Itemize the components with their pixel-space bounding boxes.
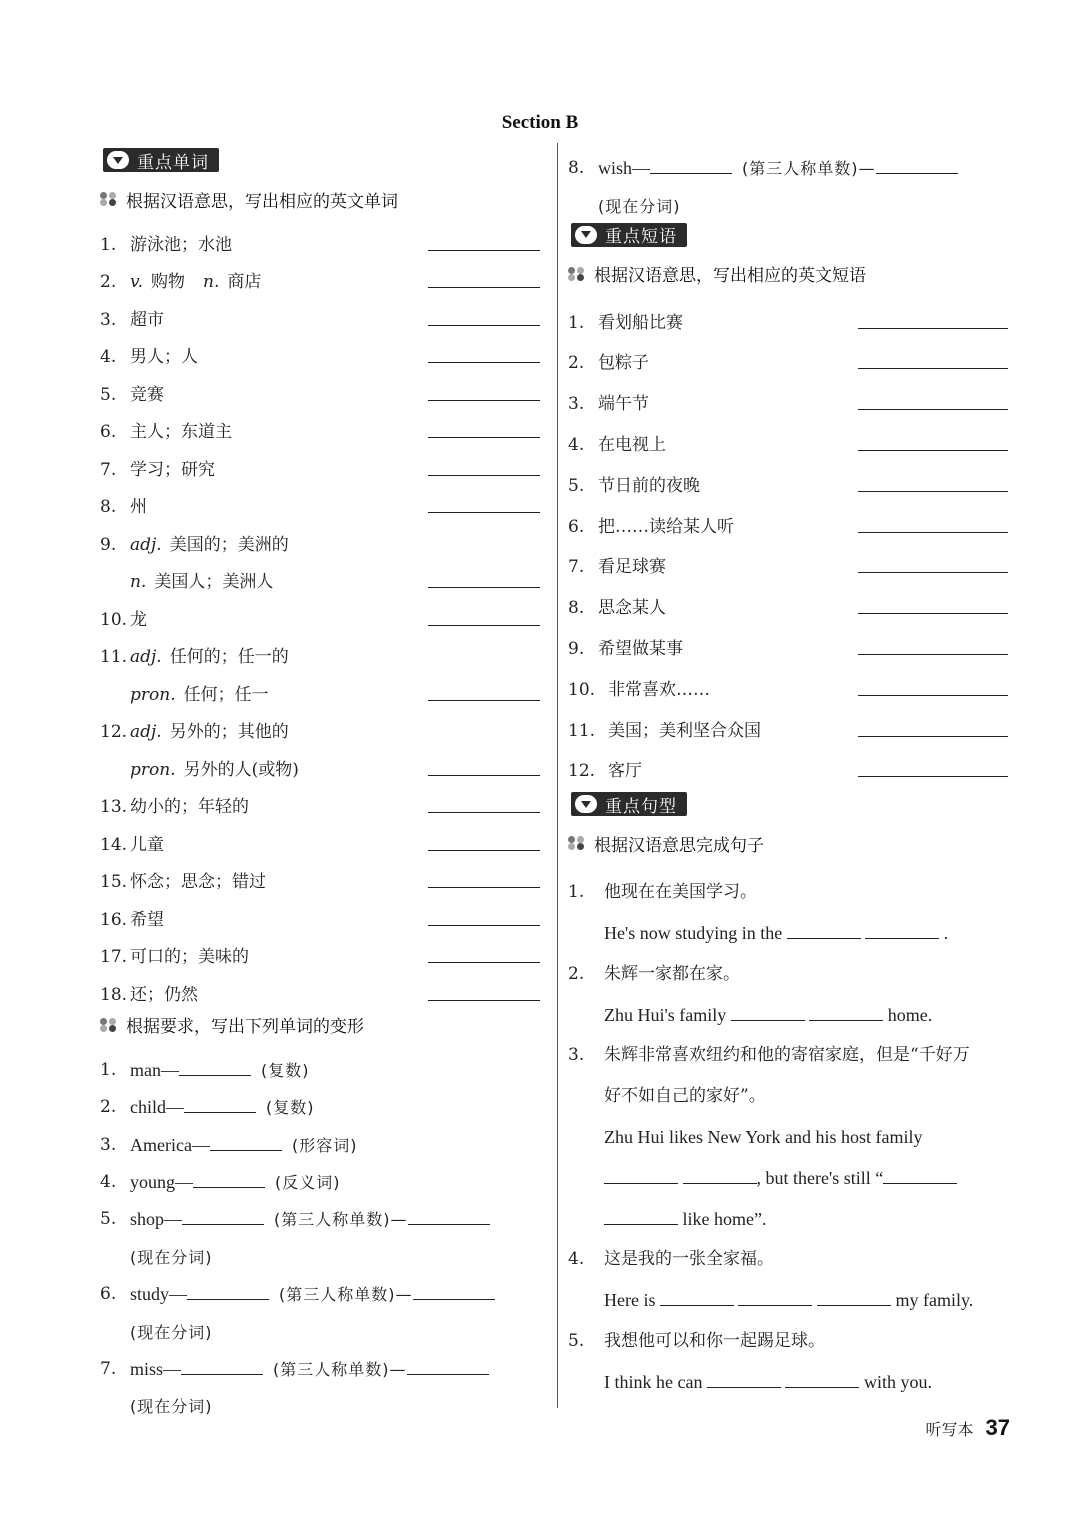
answer-line[interactable] — [858, 449, 1008, 451]
phrase-item — [568, 536, 1008, 577]
sentence-line — [568, 1146, 1008, 1187]
answer-line[interactable] — [428, 624, 540, 626]
form-note: (现在分词) — [130, 1247, 213, 1267]
meaning-text: 另外的人(或物) — [183, 759, 299, 780]
item-number: 4. — [100, 1172, 117, 1193]
form-note: (第三人称单数)— — [274, 1210, 408, 1230]
meaning-text: 学习；研究 — [130, 459, 215, 480]
form-note: (复数) — [266, 1098, 315, 1118]
answer-line[interactable] — [428, 399, 540, 401]
meaning-text: 另外的；其他的 — [169, 722, 289, 742]
answer-line[interactable] — [428, 774, 540, 776]
vocab-meaning — [130, 574, 428, 591]
answer-blank[interactable] — [883, 1167, 957, 1184]
item-number: 10. — [100, 609, 128, 630]
sentence-english — [604, 1167, 1008, 1187]
answer-line[interactable] — [858, 408, 1008, 410]
phrase-meaning: 非常喜欢…… — [608, 679, 710, 700]
vocab-meaning — [130, 234, 428, 255]
item-number: 7. — [568, 557, 585, 578]
word-form-item — [100, 1191, 540, 1228]
word-form-prompt — [130, 1059, 540, 1079]
phrase-item — [568, 658, 1008, 699]
meaning-text: 希望 — [130, 909, 164, 930]
sentence-english — [604, 1004, 1008, 1024]
answer-line[interactable] — [428, 474, 540, 476]
answer-line[interactable] — [428, 249, 540, 251]
answer-line[interactable] — [428, 999, 540, 1001]
vocab-meaning — [130, 799, 428, 816]
dots-icon — [100, 1018, 118, 1032]
item-number: 12. — [568, 761, 596, 782]
item-number: 1. — [568, 882, 585, 903]
sentences-instruction: 根据汉语意思完成句子 — [568, 826, 1008, 860]
item-number: 18. — [100, 984, 128, 1005]
item-number: 5. — [100, 384, 117, 405]
vocab-meaning — [130, 274, 428, 291]
answer-blank[interactable] — [179, 1059, 251, 1076]
answer-line[interactable] — [858, 653, 1008, 655]
vocab-meaning — [130, 459, 428, 480]
vocab-meaning — [130, 684, 428, 705]
meaning-text: 超市 — [130, 309, 164, 330]
word-form-item-continued — [100, 1378, 540, 1415]
sentence-chinese: 他现在在美国学习。 — [604, 882, 757, 903]
meaning-text: 幼小的；年轻的 — [130, 797, 249, 817]
meaning-text: 可口的；美味的 — [130, 947, 249, 967]
form-note: (反义词) — [275, 1173, 341, 1193]
item-number: 2. — [568, 353, 585, 374]
vocab-instruction: 根据汉语意思，写出相应的英文单词 — [100, 182, 540, 216]
word-form-prompt — [130, 1208, 540, 1228]
vocab-item-continued — [100, 554, 540, 592]
vocab-item — [100, 479, 540, 517]
english-text: with you. — [863, 1371, 932, 1392]
phrase-meaning: 希望做某事 — [598, 638, 683, 659]
meaning-text: 购物 — [151, 272, 185, 292]
answer-line[interactable] — [858, 327, 1008, 329]
item-number: 6. — [100, 1284, 117, 1305]
vocab-item — [100, 966, 540, 1004]
vocab-meaning — [130, 649, 540, 666]
item-number: 4. — [568, 1249, 585, 1270]
vocab-item — [100, 404, 540, 442]
vocab-item — [100, 516, 540, 554]
item-number: 11. — [100, 647, 128, 667]
part-of-speech: pron. — [130, 759, 176, 780]
item-number: 10. — [568, 679, 596, 700]
vocab-meaning — [130, 349, 428, 366]
sentence-chinese: 朱辉一家都在家。 — [604, 963, 740, 984]
english-text: Zhu Hui's family — [604, 1004, 727, 1025]
dots-icon — [100, 192, 118, 206]
answer-line[interactable] — [858, 367, 1008, 369]
sentence-line — [568, 1268, 1008, 1309]
part-of-speech: pron. — [130, 684, 176, 705]
item-number: 8. — [568, 158, 585, 179]
answer-blank[interactable] — [413, 1283, 495, 1300]
vocab-meaning — [130, 834, 428, 855]
word-form-item-continued — [100, 1228, 540, 1265]
triangle-down-icon — [575, 795, 597, 813]
answer-blank[interactable] — [731, 1004, 805, 1021]
phrase-item — [568, 291, 1008, 332]
answer-line[interactable] — [428, 511, 540, 513]
part-of-speech: n. — [203, 272, 220, 292]
vocab-item — [100, 591, 540, 629]
word-form-item — [568, 140, 1008, 177]
word-form-prompt — [130, 1358, 540, 1378]
phrase-meaning: 端午节 — [598, 394, 649, 415]
meaning-text: 竞赛 — [130, 384, 164, 405]
word-form-item — [100, 1266, 540, 1303]
meaning-text: 美国人；美洲人 — [154, 572, 274, 592]
meaning-text: 龙 — [130, 609, 147, 630]
item-number: 2. — [100, 272, 117, 292]
word-form-item — [100, 1042, 540, 1079]
answer-blank[interactable] — [785, 1371, 859, 1388]
base-word: child— — [130, 1097, 184, 1118]
vocab-item — [100, 329, 540, 367]
answer-blank[interactable] — [787, 922, 861, 939]
phrase-meaning: 看足球赛 — [598, 557, 666, 578]
answer-line[interactable] — [858, 735, 1008, 737]
sentence-english — [604, 1289, 1008, 1309]
word-form-item — [100, 1154, 540, 1191]
part-of-speech: adj. — [130, 722, 162, 742]
meaning-text: 儿童 — [130, 834, 164, 855]
sentence-line — [568, 983, 1008, 1024]
phrase-item — [568, 495, 1008, 536]
answer-line[interactable] — [428, 586, 540, 588]
item-number: 9. — [568, 638, 585, 659]
vocab-item — [100, 816, 540, 854]
phrases-tag: 重点短语 — [571, 223, 687, 247]
answer-blank[interactable] — [187, 1283, 269, 1300]
vocab-meaning — [130, 499, 428, 516]
forms-list — [100, 1042, 540, 1416]
word-form-item — [100, 1116, 540, 1153]
answer-line[interactable] — [858, 490, 1008, 492]
item-number: 1. — [568, 312, 585, 333]
item-number: 5. — [100, 1209, 117, 1230]
answer-line[interactable] — [428, 699, 540, 701]
vocab-meaning — [130, 949, 428, 966]
dots-icon — [568, 267, 586, 281]
answer-blank[interactable] — [660, 1289, 734, 1306]
triangle-down-icon — [575, 226, 597, 244]
answer-line[interactable] — [858, 571, 1008, 573]
part-of-speech: adj. — [130, 534, 162, 555]
meaning-text: 怀念；思念；错过 — [130, 872, 266, 892]
forms-list-continued — [568, 140, 1008, 215]
english-text: He's now studying in the — [604, 922, 783, 943]
item-number: 17. — [100, 947, 128, 967]
word-form-item-continued — [100, 1303, 540, 1340]
answer-line[interactable] — [428, 924, 540, 926]
base-word: America— — [130, 1134, 210, 1155]
sentence-line — [568, 1309, 1008, 1350]
phrase-meaning: 客厅 — [608, 761, 642, 782]
dots-icon — [568, 836, 586, 850]
item-number: 1. — [100, 234, 117, 255]
phrase-meaning: 节日前的夜晚 — [598, 475, 700, 496]
answer-line[interactable] — [858, 694, 1008, 696]
answer-line[interactable] — [428, 286, 540, 288]
sentence-english — [604, 1208, 1008, 1228]
phrase-item — [568, 413, 1008, 454]
item-number: 3. — [100, 309, 117, 330]
english-text: Zhu Hui likes New York and his host family — [604, 1126, 923, 1147]
english-text: like home”. — [682, 1208, 767, 1229]
phrase-item — [568, 576, 1008, 617]
item-number: 3. — [568, 394, 585, 415]
answer-blank[interactable] — [604, 1208, 678, 1225]
item-number: 15. — [100, 872, 128, 892]
answer-line[interactable] — [428, 849, 540, 851]
phrase-item — [568, 617, 1008, 658]
answer-line[interactable] — [858, 531, 1008, 533]
vocab-list — [100, 216, 540, 1004]
answer-blank[interactable] — [650, 157, 732, 174]
word-form-item-continued — [568, 177, 1008, 214]
sentence-english — [604, 922, 1008, 942]
item-number: 6. — [100, 422, 117, 442]
form-note: (形容词) — [291, 1135, 358, 1155]
answer-blank[interactable] — [184, 1096, 256, 1113]
sentences-tag: 重点句型 — [571, 792, 687, 816]
vocab-meaning — [130, 309, 428, 330]
form-note: (第三人称单数)— — [279, 1285, 413, 1305]
form-note: (第三人称单数)— — [273, 1360, 407, 1380]
word-form-prompt — [130, 1283, 540, 1303]
item-number: 5. — [568, 1330, 585, 1351]
form-note: (现在分词) — [598, 196, 681, 216]
form-note: (现在分词) — [130, 1322, 213, 1342]
vocab-item — [100, 254, 540, 292]
word-form-prompt — [130, 1096, 540, 1116]
vocab-item-continued — [100, 741, 540, 779]
item-number: 2. — [100, 1097, 117, 1118]
triangle-down-icon — [107, 151, 129, 169]
answer-line[interactable] — [428, 436, 540, 438]
meaning-text: 主人；东道主 — [130, 422, 232, 442]
item-number: 8. — [568, 598, 585, 619]
answer-line[interactable] — [428, 324, 540, 326]
vocab-meaning — [130, 984, 428, 1005]
item-number: 3. — [100, 1134, 117, 1155]
item-number: 1. — [100, 1059, 117, 1080]
meaning-text: 美国的；美洲的 — [169, 534, 289, 555]
sentence-list — [568, 860, 1008, 1390]
vocab-item-continued — [100, 666, 540, 704]
answer-line[interactable] — [428, 886, 540, 888]
item-number: 3. — [568, 1045, 585, 1066]
item-number: 8. — [100, 497, 117, 517]
vocab-item — [100, 629, 540, 667]
sentence-line — [568, 1064, 1008, 1105]
sentence-chinese: 好不如自己的家好”。 — [604, 1086, 766, 1107]
sentence-chinese: 我想他可以和你一起踢足球。 — [604, 1330, 825, 1351]
phrase-item — [568, 332, 1008, 373]
vocab-meaning — [130, 909, 428, 930]
item-number: 11. — [568, 720, 596, 741]
part-of-speech: n. — [130, 572, 147, 592]
base-word: young— — [130, 1172, 193, 1193]
sentence-line — [568, 901, 1008, 942]
english-text: , but there's still “ — [756, 1167, 884, 1188]
english-text: I think he can — [604, 1371, 703, 1392]
base-word: miss— — [130, 1359, 182, 1380]
english-text: Here is — [604, 1290, 656, 1311]
forms-instruction: 根据要求，写出下列单词的变形 — [100, 1008, 540, 1042]
english-text: my family. — [895, 1290, 974, 1311]
vocab-item — [100, 704, 540, 742]
meaning-text: 商店 — [227, 272, 262, 292]
vocab-meaning — [130, 424, 428, 441]
word-form-prompt — [598, 157, 1008, 177]
sentence-line — [568, 860, 1008, 901]
word-form-prompt — [130, 1134, 540, 1154]
base-word: shop— — [130, 1209, 183, 1230]
meaning-text: 州 — [130, 497, 147, 517]
phrases-instruction: 根据汉语意思，写出相应的英文短语 — [568, 257, 1008, 291]
answer-blank[interactable] — [817, 1289, 891, 1306]
item-number: 12. — [100, 722, 128, 742]
phrase-meaning: 看划船比赛 — [598, 312, 683, 333]
answer-blank[interactable] — [683, 1167, 757, 1184]
right-column — [568, 140, 1008, 1391]
base-word: man— — [130, 1059, 179, 1080]
item-number: 7. — [100, 459, 117, 480]
sentence-line — [568, 1350, 1008, 1391]
vocab-item — [100, 441, 540, 479]
answer-blank[interactable] — [707, 1371, 781, 1388]
vocab-item — [100, 891, 540, 929]
english-text: home. — [887, 1004, 933, 1025]
answer-blank[interactable] — [408, 1208, 490, 1225]
sentence-line — [568, 1024, 1008, 1065]
answer-blank[interactable] — [876, 157, 958, 174]
vocab-item — [100, 366, 540, 404]
item-number: 16. — [100, 909, 128, 930]
answer-blank[interactable] — [604, 1167, 678, 1184]
page-number: 37 — [985, 1415, 1010, 1440]
meaning-text: 男人；人 — [130, 347, 198, 367]
answer-line[interactable] — [858, 612, 1008, 614]
form-note: (第三人称单数)— — [742, 159, 876, 179]
phrase-meaning: 把……读给某人听 — [598, 516, 734, 537]
phrase-item — [568, 372, 1008, 413]
vocab-tag: 重点单词 — [103, 148, 219, 172]
answer-blank[interactable] — [865, 922, 939, 939]
phrase-list — [568, 291, 1008, 781]
sentence-chinese: 朱辉非常喜欢纽约和他的寄宿家庭，但是“千好万 — [604, 1045, 970, 1066]
sentence-line — [568, 1187, 1008, 1228]
vocab-meaning — [130, 609, 428, 630]
vocab-item — [100, 854, 540, 892]
meaning-text: 游泳池；水池 — [130, 234, 232, 255]
vocab-meaning — [130, 384, 428, 405]
meaning-text: 任何；任一 — [183, 684, 269, 705]
meaning-text: 任何的；任一的 — [169, 647, 289, 667]
vocab-item — [100, 216, 540, 254]
sentence-line — [568, 1105, 1008, 1146]
item-number: 4. — [100, 347, 117, 367]
sentence-chinese: 这是我的一张全家福。 — [604, 1249, 774, 1270]
answer-blank[interactable] — [407, 1358, 489, 1375]
word-form-item — [100, 1079, 540, 1116]
part-of-speech: adj. — [130, 647, 162, 667]
page-footer — [926, 1415, 1011, 1441]
section-title: Section B — [501, 112, 579, 133]
form-note: (现在分词) — [130, 1397, 213, 1417]
vocab-item — [100, 929, 540, 967]
word-form-prompt — [130, 1171, 540, 1191]
vocab-meaning — [130, 724, 540, 741]
form-note: (复数) — [261, 1060, 310, 1080]
answer-line[interactable] — [858, 775, 1008, 777]
answer-blank[interactable] — [193, 1171, 265, 1188]
vocab-item — [100, 779, 540, 817]
phrase-item — [568, 699, 1008, 740]
phrase-item — [568, 740, 1008, 781]
sentence-english — [604, 1371, 1008, 1391]
item-number: 13. — [100, 797, 128, 817]
base-word: study— — [130, 1284, 188, 1305]
phrase-meaning: 美国；美利坚合众国 — [608, 720, 761, 741]
answer-blank[interactable] — [210, 1134, 282, 1151]
sentence-line — [568, 1228, 1008, 1269]
item-number: 2. — [568, 963, 585, 984]
phrase-item — [568, 454, 1008, 495]
part-of-speech: v. — [130, 272, 143, 292]
vocab-meaning — [130, 759, 428, 780]
answer-line[interactable] — [428, 811, 540, 813]
answer-blank[interactable] — [182, 1208, 264, 1225]
base-word: wish— — [598, 158, 651, 179]
item-number: 9. — [100, 534, 117, 555]
vocab-meaning — [130, 534, 540, 555]
answer-blank[interactable] — [809, 1004, 883, 1021]
item-number: 14. — [100, 834, 128, 855]
item-number: 7. — [100, 1359, 117, 1380]
answer-blank[interactable] — [738, 1289, 812, 1306]
meaning-text: 还；仍然 — [130, 984, 198, 1005]
answer-blank[interactable] — [181, 1358, 263, 1375]
answer-line[interactable] — [428, 961, 540, 963]
phrase-meaning: 在电视上 — [598, 434, 666, 455]
english-text: . — [943, 922, 949, 943]
item-number: 5. — [568, 475, 585, 496]
item-number: 6. — [568, 516, 585, 537]
left-column — [100, 140, 540, 1415]
sentence-english — [604, 1128, 1008, 1146]
answer-line[interactable] — [428, 361, 540, 363]
column-divider — [557, 143, 558, 1408]
phrase-meaning: 包粽子 — [598, 353, 649, 374]
vocab-item — [100, 291, 540, 329]
item-number: 4. — [568, 434, 585, 455]
sentence-line — [568, 942, 1008, 983]
footer-label: 听写本 — [925, 1420, 974, 1439]
vocab-meaning — [130, 874, 428, 891]
phrase-meaning: 思念某人 — [598, 598, 666, 619]
word-form-item — [100, 1341, 540, 1378]
